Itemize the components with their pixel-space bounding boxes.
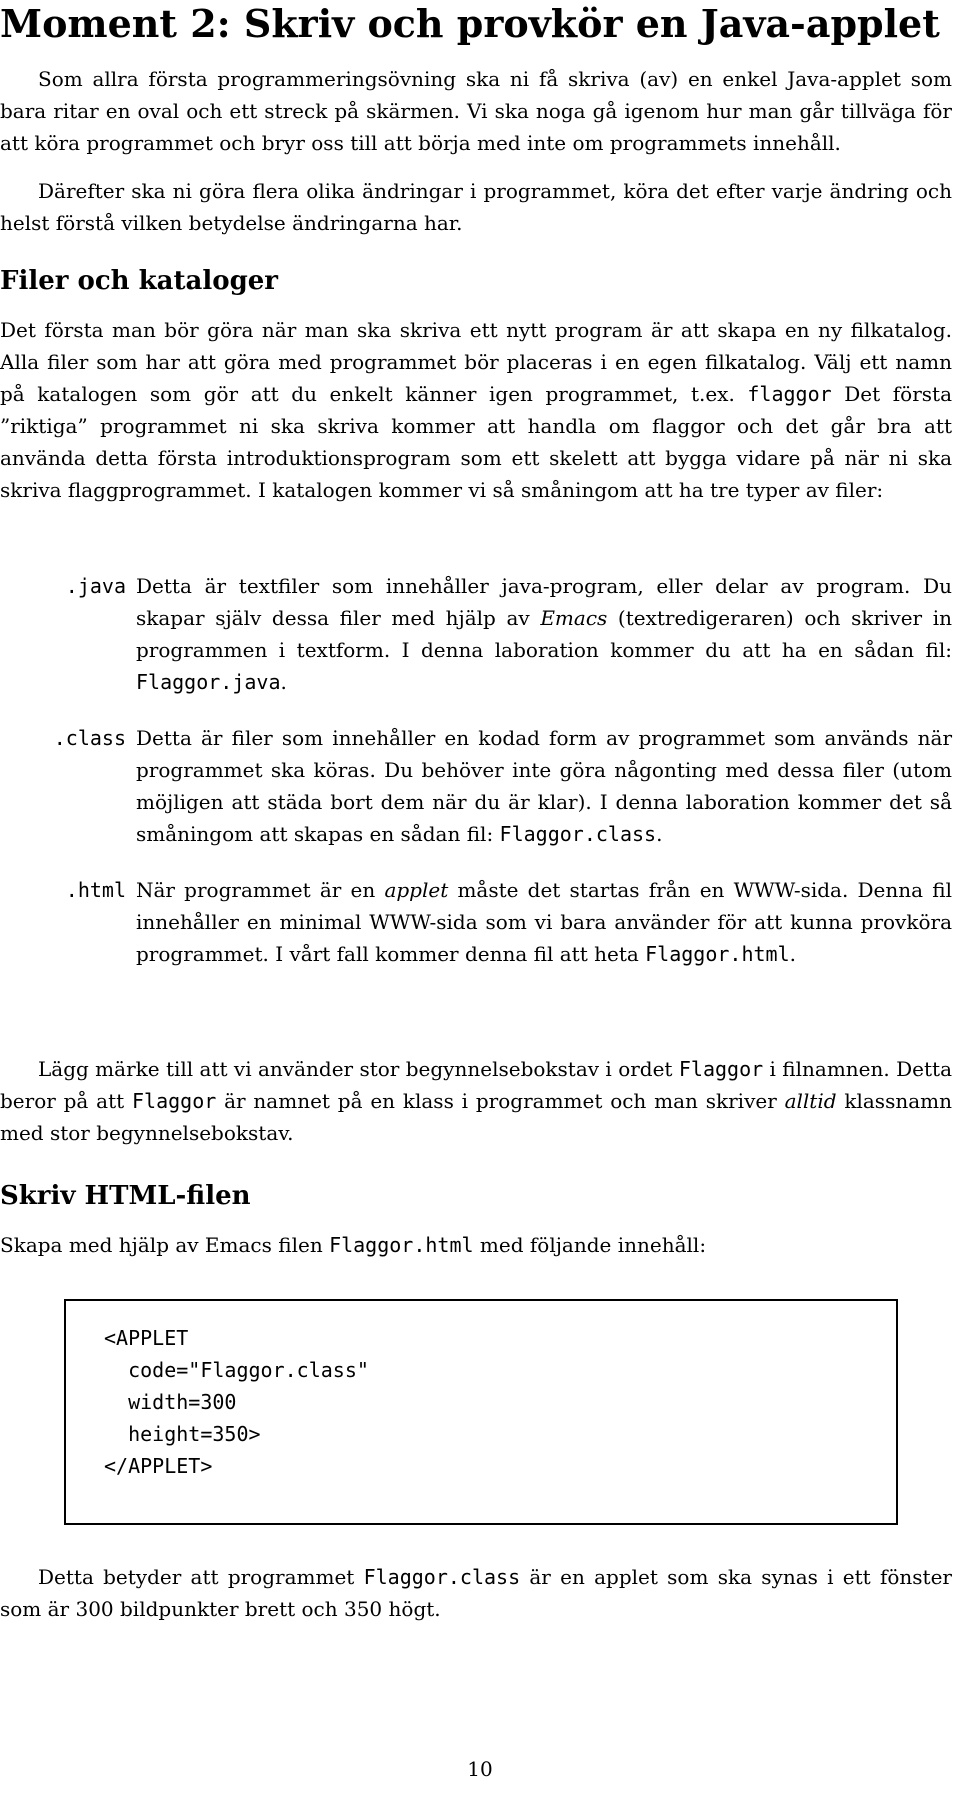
code-line: code="Flaggor.class": [104, 1358, 369, 1382]
section1-paragraph-2-text-c: är namnet på en klass i programmet och man skriver: [216, 1089, 785, 1113]
filetype-desc-emphasis: applet: [384, 878, 449, 902]
filetype-description: [136, 874, 952, 970]
section1-paragraph-2-code-1: Flaggor: [678, 1057, 764, 1081]
filetype-desc-code: Flaggor.class: [499, 822, 657, 846]
section1-paragraph-2: [0, 1053, 952, 1149]
section-heading-skriv-html-filen: Skriv HTML-filen: [0, 1181, 251, 1211]
filetype-desc-text-b: måste det startas från en WWW-sida. Denna fil innehåller en minimal WWW-sida som vi bara använder för att kunna provköra programmet. I vårt fall kommer denna fil att heta: [136, 878, 952, 966]
filetype-list: [40, 570, 952, 994]
filetype-item-java: [40, 570, 952, 698]
filetype-desc-text-a: Detta är filer som innehåller en kodad form av programmet som används när programmet ska köras. Du behöver inte göra någonting med dessa filer (utom möjligen att städa bort dem när du är klar). I denna laboration kommer det så småningom att skapas en sådan fil:: [136, 726, 952, 846]
section1-paragraph-2-emphasis: alltid: [784, 1089, 837, 1113]
intro-paragraph-1-text: Som allra första programmeringsövning ska ni få skriva (av) en enkel Java-applet som bara ritar en oval och ett streck på skärmen. Vi ska noga gå igenom hur man går tillväga för att köra programmet och bryr oss till att börja med inte om programmets innehåll.: [0, 67, 952, 155]
filetype-item-class: [40, 722, 952, 850]
section1-paragraph-1-text-b: Det första ”riktiga” programmet ni ska skriva kommer att handla om flaggor och det går bra att använda detta första introduktionsprogram som ett skelett att bygga vidare på när ni ska skriva flaggprogrammet. I katalogen kommer vi så småningom att ha tre typer av filer:: [0, 382, 952, 502]
section1-paragraph-1: [0, 314, 952, 506]
filetype-term: .java: [65, 574, 126, 598]
section2-paragraph-2-text-a: Detta betyder att programmet: [38, 1565, 364, 1589]
filetype-desc-text-b: (textredigeraren) och skriver in programmen i textform. I denna laboration kommer du att ha en sådan fil:: [136, 606, 953, 662]
section1-paragraph-1-code: flaggor: [747, 382, 832, 406]
section2-paragraph-1-text-b: med följande innehåll:: [473, 1233, 707, 1257]
section2-paragraph-2: [0, 1561, 952, 1625]
code-listing-box: [64, 1299, 898, 1525]
filetype-desc-emphasis: Emacs: [540, 606, 608, 630]
page-title: Moment 2: Skriv och provkör en Java-applet: [0, 1, 940, 46]
filetype-term: .html: [65, 878, 126, 902]
section1-paragraph-2-text-a: Lägg märke till att vi använder stor begynnelsebokstav i ordet: [38, 1057, 679, 1081]
section-heading-filer-och-kataloger: Filer och kataloger: [0, 266, 278, 296]
filetype-desc-text-c: .: [789, 942, 796, 966]
filetype-item-html: [40, 874, 952, 970]
section2-paragraph-1: [0, 1229, 952, 1261]
filetype-desc-text-a: När programmet är en: [136, 878, 385, 902]
section1-paragraph-2-text-b: i filnamnen. Detta beror på att: [0, 1057, 952, 1113]
filetype-desc-code: Flaggor.html: [645, 942, 790, 966]
filetype-desc-text-c: .: [656, 822, 663, 846]
section2-paragraph-1-text-a: Skapa med hjälp av Emacs filen: [0, 1233, 330, 1257]
filetype-description: [136, 570, 952, 698]
page-number: 10: [467, 1757, 493, 1781]
intro-paragraph-2: [0, 175, 952, 239]
code-line: width=300: [104, 1390, 237, 1414]
section1-paragraph-2-text-d: klassnamn med stor begynnelsebokstav.: [0, 1089, 952, 1145]
code-line: <APPLET: [104, 1326, 189, 1350]
filetype-desc-code: Flaggor.java: [136, 670, 281, 694]
filetype-desc-text-a: Detta är textfiler som innehåller java-program, eller delar av program. Du skapar själv dessa filer med hjälp av: [136, 574, 952, 630]
section1-paragraph-2-code-2: Flaggor: [132, 1089, 217, 1113]
filetype-term: .class: [53, 726, 126, 750]
code-line: height=350>: [104, 1422, 261, 1446]
filetype-description: [136, 722, 952, 850]
section2-paragraph-2-code: Flaggor.class: [363, 1565, 521, 1589]
filetype-desc-text-c: .: [280, 670, 287, 694]
section1-paragraph-1-text-a: Det första man bör göra när man ska skriva ett nytt program är att skapa en ny filkatalog. Alla filer som har att göra med programmet bör placeras i en egen filkatalog. Välj ett namn på katalogen som gör att du enkelt känner igen programmet, t.ex.: [0, 318, 952, 406]
code-line: </APPLET>: [104, 1454, 213, 1478]
section2-paragraph-1-code: Flaggor.html: [329, 1233, 474, 1257]
intro-paragraph-2-text: Därefter ska ni göra flera olika ändringar i programmet, köra det efter varje ändring och helst förstå vilken betydelse ändringarna har.: [0, 179, 952, 235]
section2-paragraph-2-text-b: är en applet som ska synas i ett fönster som är 300 bildpunkter brett och 350 högt.: [0, 1565, 952, 1621]
intro-paragraph-1: [0, 63, 952, 159]
